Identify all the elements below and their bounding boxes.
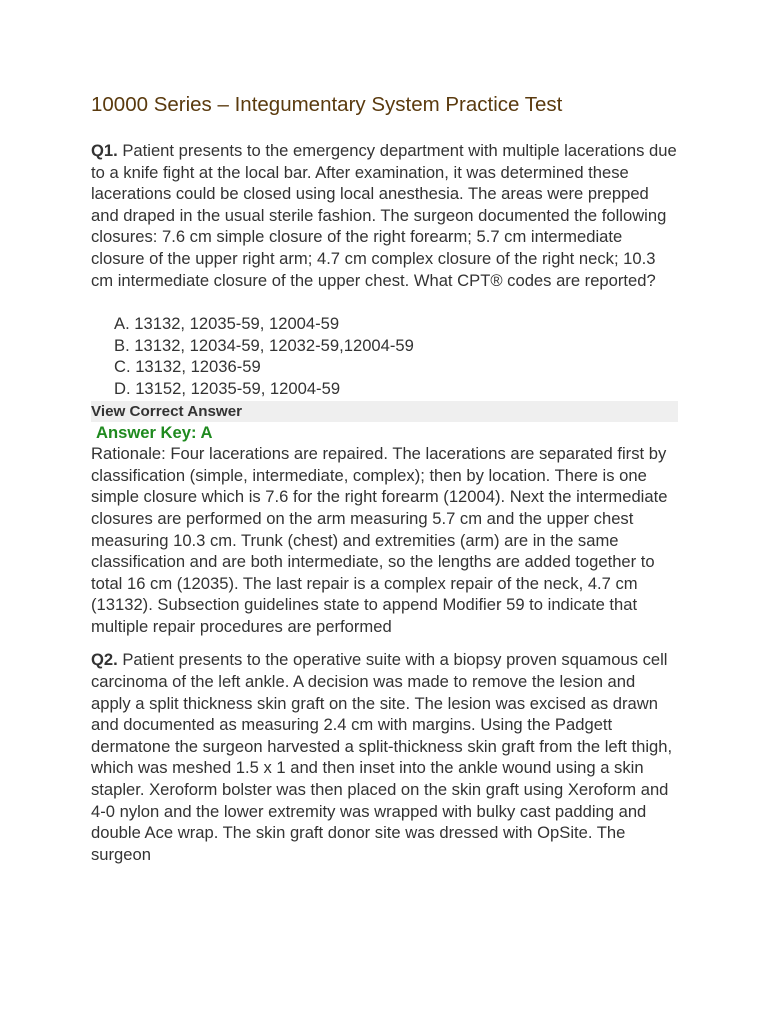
option-a: A. 13132, 12035-59, 12004-59 — [114, 314, 340, 334]
option-d: D. 13152, 12035-59, 12004-59 — [114, 378, 341, 398]
question-1-label: Q1. — [91, 141, 118, 160]
rationale: Rationale: Four lacerations are repaired. The lacerations are separated first by classification (simple, intermediate, complex); then by location. There is one simple closure which is 7.6 for the right forearm (12004). Next the intermediate closures are performed on the arm measuring 5.7 cm and the upper chest measuring 10.3 cm. Trunk (chest) and extremities (arm) are in the same classification and are both intermediate, so the lengths are added together to total 16 cm (12035). The last repair is a complex repair of the neck, 4.7 cm (13132). Subsection guidelines state to append Modifier 59 to indicate that multiple repair procedures are performed — [91, 444, 668, 636]
question-2-text: Patient presents to the operative suite with a biopsy proven squamous cell carcinoma of the left ankle. A decision was made to remove the lesion and apply a split thickness skin graft on the site. The lesion was excised as drawn and documented as measuring 2.4 cm with margins. Using the Padgett dermatone the surgeon harvested a split-thickness skin graft from the left thigh, which was meshed 1.5 x 1 and then inset into the ankle wound using a skin stapler. Xeroform bolster was then placed on the skin graft using Xeroform and 4-0 nylon and the lower extremity was wrapped with bulky cast padding and double Ace wrap. The skin graft donor site was dressed with OpSite. The surgeon — [91, 650, 673, 864]
option-c: C. 13132, 12036-59 — [114, 357, 261, 377]
question-1-text: Patient presents to the emergency department with multiple lacerations due to a knife fight at the local bar. After examination, it was determined these lacerations could be closed using local anesthesia. The areas were prepped and draped in the usual sterile fashion. The surgeon documented the following closures: 7.6 cm simple closure of the right forearm; 5.7 cm intermediate closure of the upper right arm; 4.7 cm complex closure of the right neck; 10.3 cm intermediate closure of the upper chest. What CPT® codes are reported? — [91, 141, 677, 290]
view-correct-answer-button[interactable]: View Correct Answer — [91, 401, 678, 422]
question-1 — [91, 140, 678, 291]
question-2-label: Q2. — [91, 650, 118, 670]
answer-key: Answer Key: A — [96, 422, 213, 442]
question-1-options — [91, 313, 678, 399]
page-title: 10000 Series – Integumentary System Practice Test — [91, 93, 563, 116]
question-2 — [91, 649, 678, 865]
option-b: B. 13132, 12034-59, 12032-59,12004-59 — [114, 335, 414, 355]
